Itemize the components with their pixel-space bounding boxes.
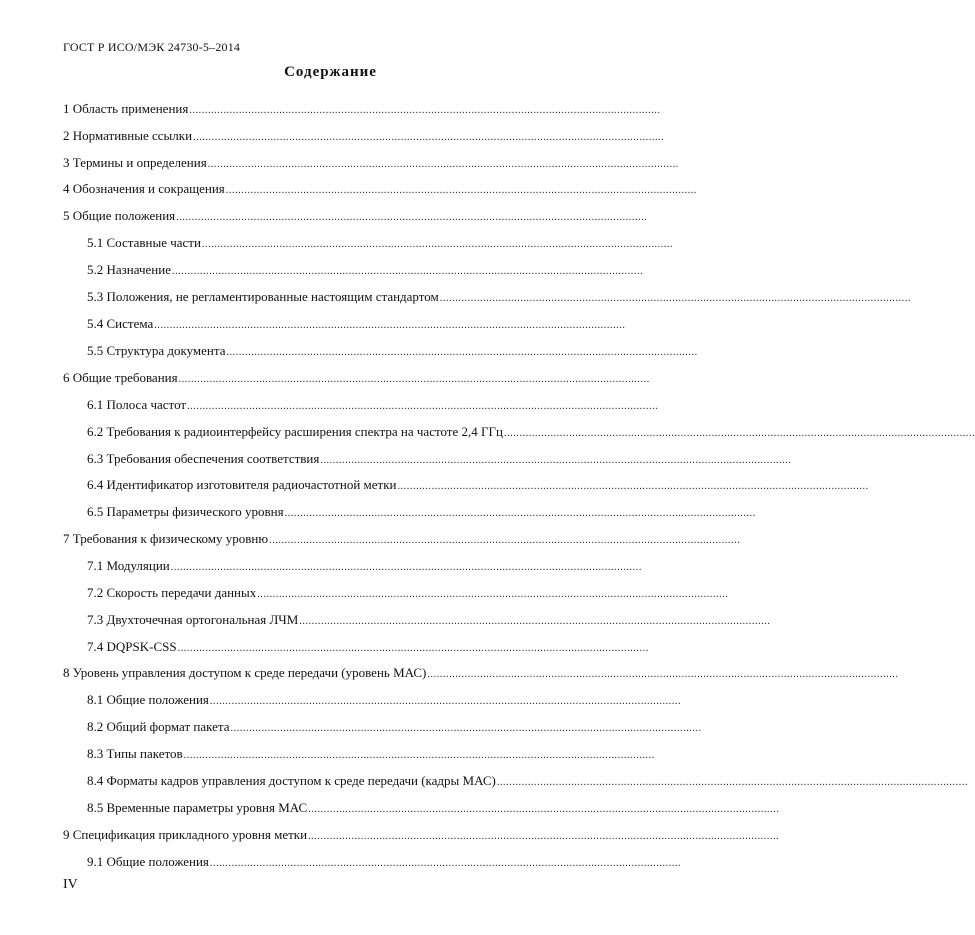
dot-leader: ........................................................................................................................................................ (504, 428, 975, 439)
dot-leader: ........................................................................................................................................................ (269, 535, 741, 546)
dot-leader: ........................................................................................................................................................ (257, 589, 729, 600)
page-number: IV (63, 877, 78, 892)
toc-subentry[interactable] (87, 585, 729, 601)
toc-entry-label: 7.1 Модуляции (87, 558, 170, 573)
dot-leader: ........................................................................................................................................................ (170, 562, 642, 573)
toc-subentry[interactable] (87, 451, 792, 467)
dot-leader: ........................................................................................................................................................ (230, 723, 702, 734)
toc-entry-label: 7.3 Двухточечная ортогональная ЛЧМ (87, 612, 299, 627)
toc-entry[interactable] (63, 665, 899, 681)
dot-leader: ........................................................................................................................................................ (176, 212, 648, 223)
dot-leader: ........................................................................................................................................................ (189, 105, 661, 116)
toc-entry-label: 5.3 Положения, не регламентированные настоящим стандартом (87, 289, 439, 304)
toc-entry-label: 5.1 Составные части (87, 235, 201, 250)
toc-subentry[interactable] (87, 397, 659, 413)
toc-entry-label: 6.1 Полоса частот (87, 397, 187, 412)
toc-entry[interactable] (63, 370, 650, 386)
toc-subentry[interactable] (87, 773, 969, 789)
dot-leader: ........................................................................................................................................................ (284, 508, 756, 519)
toc-subentry[interactable] (87, 719, 702, 735)
toc-entry[interactable] (63, 827, 780, 843)
toc-entry[interactable] (63, 101, 661, 117)
dot-leader: ........................................................................................................................................................ (427, 669, 899, 680)
toc-subentry[interactable] (87, 854, 682, 870)
toc-subentry[interactable] (87, 235, 674, 251)
dot-leader: ........................................................................................................................................................ (154, 320, 626, 331)
toc-entry-label: 8.5 Временные параметры уровня МАС (87, 800, 308, 815)
toc-entry-label: 5.2 Назначение (87, 262, 171, 277)
toc-entry-label: 8.1 Общие положения (87, 692, 209, 707)
dot-leader: ........................................................................................................................................................ (193, 132, 665, 143)
dot-leader: ........................................................................................................................................................ (320, 455, 792, 466)
dot-leader: ........................................................................................................................................................ (172, 266, 644, 277)
toc-entry-label: 5 Общие положения (63, 208, 176, 223)
toc-entry-label: 8 Уровень управления доступом к среде передачи (уровень МАС) (63, 665, 427, 680)
toc-entry-label: 6.2 Требования к радиоинтерфейсу расширения спектра на частоте 2,4 ГГц (87, 424, 503, 439)
dot-leader: ........................................................................................................................................................ (439, 293, 911, 304)
toc-entry-label: 4 Обозначения и сокращения (63, 181, 225, 196)
dot-leader: ........................................................................................................................................................ (397, 481, 869, 492)
dot-leader: ........................................................................................................................................................ (496, 777, 969, 788)
toc-subentry[interactable] (87, 692, 682, 708)
dot-leader: ........................................................................................................................................................ (225, 185, 697, 196)
document-header: ГОСТ Р ИСО/МЭК 24730-5–2014 (63, 40, 241, 54)
dot-leader: ........................................................................................................................................................ (209, 858, 682, 869)
toc-subentry[interactable] (87, 612, 771, 628)
dot-leader: ........................................................................................................................................................ (183, 750, 655, 761)
page-title: Содержание (284, 64, 377, 80)
dot-leader: ........................................................................................................................................................ (308, 804, 780, 815)
toc-entry-label: 6.3 Требования обеспечения соответствия (87, 451, 320, 466)
toc-entry-label: 7.2 Скорость передачи данных (87, 585, 257, 600)
toc-entry-label: 3 Термины и определения (63, 155, 207, 170)
toc-entry-label: 8.2 Общий формат пакета (87, 719, 230, 734)
toc-entry-label: 6.4 Идентификатор изготовителя радиочастотной метки (87, 477, 397, 492)
toc-entry-label: 7.4 DQPSK-CSS (87, 639, 177, 654)
toc-entry-label: 9 Спецификация прикладного уровня метки (63, 827, 308, 842)
toc-subentry[interactable] (87, 289, 911, 305)
toc-entry-label: 5.5 Структура документа (87, 343, 226, 358)
toc-entry-label: 8.4 Форматы кадров управления доступом к среде передачи (кадры МАС) (87, 773, 496, 788)
toc-subentry[interactable] (87, 477, 869, 493)
toc-entry[interactable] (63, 531, 741, 547)
toc-entry-label: 6 Общие требования (63, 370, 178, 385)
toc-subentry[interactable] (87, 639, 649, 655)
dot-leader: ........................................................................................................................................................ (207, 159, 679, 170)
dot-leader: ........................................................................................................................................................ (178, 374, 650, 385)
toc-subentry[interactable] (87, 343, 698, 359)
toc-entry[interactable] (63, 181, 697, 197)
toc-entry[interactable] (63, 128, 665, 144)
toc-subentry[interactable] (87, 504, 756, 520)
toc-subentry[interactable] (87, 558, 642, 574)
toc-entry-label: 8.3 Типы пакетов (87, 746, 183, 761)
toc-entry-label: 1 Область применения (63, 101, 189, 116)
toc-subentry[interactable] (87, 800, 780, 816)
dot-leader: ........................................................................................................................................................ (299, 616, 771, 627)
dot-leader: ........................................................................................................................................................ (177, 643, 649, 654)
toc-entry-label: 7 Требования к физическому уровню (63, 531, 269, 546)
toc-subentry[interactable] (87, 746, 655, 762)
dot-leader: ........................................................................................................................................................ (187, 401, 659, 412)
toc-subentry[interactable] (87, 424, 975, 440)
toc-entry[interactable] (63, 155, 679, 171)
dot-leader: ........................................................................................................................................................ (308, 831, 780, 842)
toc-entry-label: 5.4 Система (87, 316, 154, 331)
toc-entry[interactable] (63, 208, 648, 224)
toc-entry-label: 6.5 Параметры физического уровня (87, 504, 284, 519)
toc-subentry[interactable] (87, 316, 626, 332)
toc-entry-label: 9.1 Общие положения (87, 854, 209, 869)
toc-entry-label: 2 Нормативные ссылки (63, 128, 193, 143)
dot-leader: ........................................................................................................................................................ (201, 239, 674, 250)
dot-leader: ........................................................................................................................................................ (226, 347, 698, 358)
toc-subentry[interactable] (87, 262, 644, 278)
dot-leader: ........................................................................................................................................................ (209, 696, 682, 707)
